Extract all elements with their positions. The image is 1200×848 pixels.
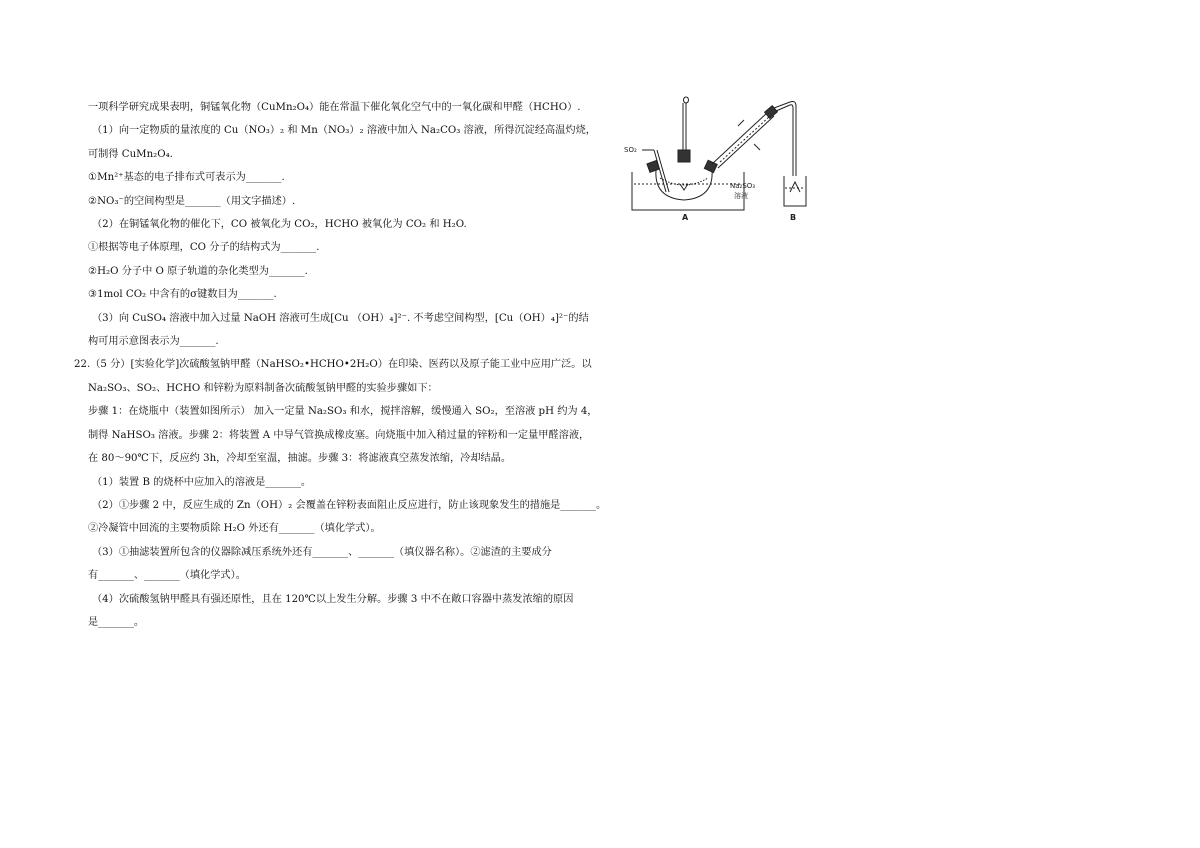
q22-sub3-line2: 有_______、_______（填化学式）。 [88,570,246,582]
q21-sub4: ②H₂O 分子中 O 原子轨道的杂化类型为_______. [88,265,308,277]
q22-sub3-line1: （3）①抽滤装置所包含的仪器除减压系统外还有_______、_______（填仪器名称）。②滤渣的主要成分 [92,546,552,558]
q22-step1-line1: 步骤 1：在烧瓶中（装置如图所示） 加入一定量 Na₂SO₃ 和水，搅拌溶解，缓慢通入 SO₂，至溶液 pH 约为 4， [88,406,598,418]
question-text-column [74,96,607,634]
intro-line: 一项科学研究成果表明，铜锰氧化物（CuMn₂O₄）能在常温下催化氧化空气中的一氧化碳和甲醛（HCHO）. [88,102,581,113]
q21-part3-line1: （3）向 CuSO₄ 溶液中加入过量 NaOH 溶液可生成[Cu （OH）₄]²⁻. 不考虑空间构型，[Cu（OH）₄]²⁻的结 [92,312,589,324]
q21-sub2: ②NO₃⁻的空间构型是_______（用文字描述）. [88,195,296,207]
q21-part1-line1: （1）向一定物质的量浓度的 Cu（NO₃）₂ 和 Mn（NO₃）₂ 溶液中加入 Na₂CO₃ 溶液，所得沉淀经高温灼烧， [92,125,596,137]
label-a: A [682,213,689,222]
round-bottom-flask [647,150,717,200]
q22-sub2a: （2）①步骤 2 中，反应生成的 Zn（OH）₂ 会覆盖在锌粉表面阻止反应进行，防止该现象发生的措施是_______。 [92,499,607,511]
q21-part1-line2: 可制得 CuMn₂O₄. [88,148,173,160]
q22-step1-line2: 制得 NaHSO₃ 溶液。步骤 2：将装置 A 中导气管换成橡皮塞。向烧瓶中加入稍过量的锌粉和一定量甲醛溶液， [88,429,590,441]
q22-line2: Na₂SO₃、SO₂、HCHO 和锌粉为原料制备次硫酸氢钠甲醛的实验步骤如下： [88,382,438,394]
q22-step-line3: 在 80～90℃下，反应约 3h，冷却至室温，抽滤。步骤 3：将滤液真空蒸发浓缩，冷却结晶。 [88,453,512,465]
label-b: B [790,213,797,222]
q21-sub3: ①根据等电子体原理，CO 分子的结构式为_______. [88,242,320,254]
q22-header: 22.（5 分）[实验化学]次硫酸氢钠甲醛（NaHSO₂•HCHO•2H₂O）在印染、医药以及原子能工业中应用广泛。以 [74,359,592,371]
outlet-tube [774,102,796,177]
q22-sub1: （1）装置 B 的烧杯中应加入的溶液是_______。 [92,476,312,488]
q22-sub4-line2: 是_______。 [88,616,145,628]
apparatus-diagram [620,92,810,224]
beaker-b [784,176,806,206]
reagent-label-line1: Na₂SO₃ [730,182,756,190]
water-bath [632,172,744,210]
q21-part2: （2）在铜锰氧化物的催化下，CO 被氧化为 CO₂，HCHO 被氧化为 CO₂ 和 H₂O. [92,219,467,231]
q22-sub4-line1: （4）次硫酸氢钠甲醛具有强还原性，且在 120℃以上发生分解。步骤 3 中不在敞口容器中蒸发浓缩的原因 [92,593,574,605]
q21-sub5: ③1mol CO₂ 中含有的σ键数目为_______. [88,289,277,301]
q21-sub1: ①Mn²⁺基态的电子排布式可表示为_______. [88,172,285,184]
condenser [712,106,777,168]
q21-part3-line2: 构可用示意图表示为_______. [88,336,219,348]
stirrer [683,97,689,152]
q22-sub2b: ②冷凝管中回流的主要物质除 H₂O 外还有_______（填化学式）。 [88,523,381,535]
reagent-label-line2: 溶液 [734,192,748,200]
so2-label: SO₂ [624,146,637,154]
